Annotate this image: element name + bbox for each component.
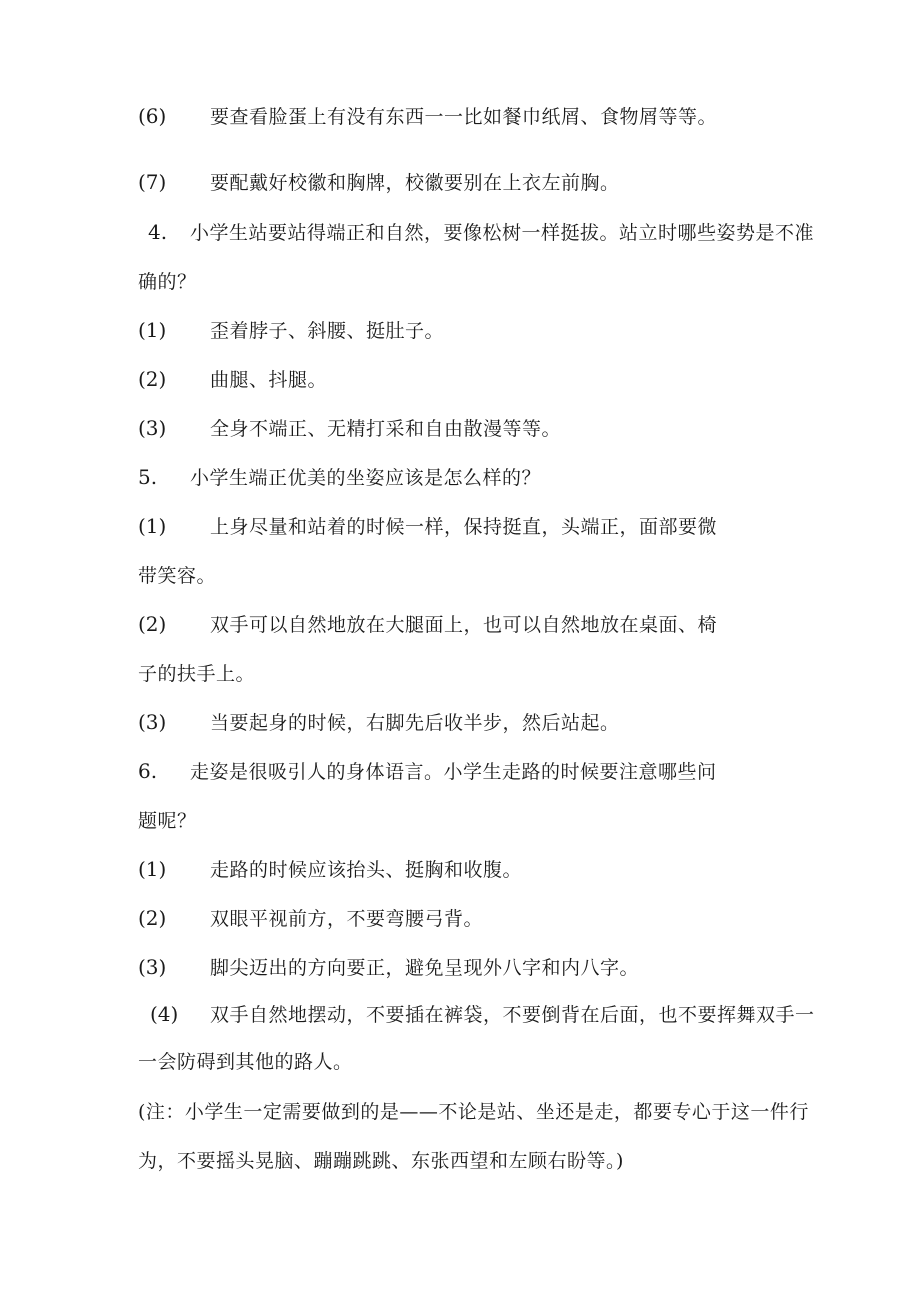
question-number: 5. bbox=[138, 465, 158, 489]
item-number: (2) bbox=[138, 367, 167, 391]
question-number: 6. bbox=[138, 759, 158, 783]
item-text: 歪着脖子、斜腰、挺肚子。 bbox=[210, 320, 445, 342]
question-text-continued: 确的？ bbox=[138, 271, 197, 293]
item-number: (1) bbox=[138, 514, 167, 538]
item-text: 双手自然地摆动，不要插在裤袋，不要倒背在后面，也不要挥舞双手一 bbox=[210, 1004, 815, 1026]
item-text: 上身尽量和站着的时候一样，保持挺直，头端正，面部要微 bbox=[210, 516, 718, 538]
question-text: 小学生端正优美的坐姿应该是怎么样的？ bbox=[190, 467, 542, 489]
item-text: 双手可以自然地放在大腿面上，也可以自然地放在桌面、椅 bbox=[210, 614, 718, 636]
item-text: 走路的时候应该抬头、挺胸和收腹。 bbox=[210, 859, 523, 881]
item-number: (3) bbox=[138, 710, 167, 734]
question-text: 小学生站要站得端正和自然，要像松树一样挺拔。站立时哪些姿势是不准 bbox=[190, 222, 815, 244]
item-number: (6) bbox=[138, 104, 167, 128]
item-number: (3) bbox=[138, 955, 167, 979]
item-number: (1) bbox=[138, 857, 167, 881]
question-text-continued: 题呢？ bbox=[138, 810, 197, 832]
item-number: (4) bbox=[150, 1002, 179, 1026]
item-text: 当要起身的时候，右脚先后收半步，然后站起。 bbox=[210, 712, 620, 734]
item-number: (3) bbox=[138, 416, 167, 440]
note-line-2: 为，不要摇头晃脑、蹦蹦跳跳、东张西望和左顾右盼等。) bbox=[138, 1150, 624, 1172]
item-text-continued: 子的扶手上。 bbox=[138, 663, 256, 685]
item-text: 双眼平视前方，不要弯腰弓背。 bbox=[210, 908, 484, 930]
item-text: 全身不端正、无精打采和自由散漫等等。 bbox=[210, 418, 562, 440]
item-number: (7) bbox=[138, 170, 167, 194]
item-text: 脚尖迈出的方向要正，避免呈现外八字和内八字。 bbox=[210, 957, 640, 979]
item-text: 曲腿、抖腿。 bbox=[210, 369, 328, 391]
question-text: 走姿是很吸引人的身体语言。小学生走路的时候要注意哪些问 bbox=[190, 761, 717, 783]
item-text: 要配戴好校徽和胸牌，校徽要别在上衣左前胸。 bbox=[210, 172, 620, 194]
note-line-1: (注：小学生一定需要做到的是——不论是站、坐还是走，都要专心于这一件行 bbox=[138, 1101, 809, 1123]
question-number: 4. bbox=[148, 220, 168, 244]
item-number: (1) bbox=[138, 318, 167, 342]
item-number: (2) bbox=[138, 906, 167, 930]
item-text-continued: 一会防碍到其他的路人。 bbox=[138, 1051, 353, 1073]
item-number: (2) bbox=[138, 612, 167, 636]
item-text-continued: 带笑容。 bbox=[138, 565, 217, 587]
item-text: 要查看脸蛋上有没有东西一一比如餐巾纸屑、食物屑等等。 bbox=[210, 106, 718, 128]
